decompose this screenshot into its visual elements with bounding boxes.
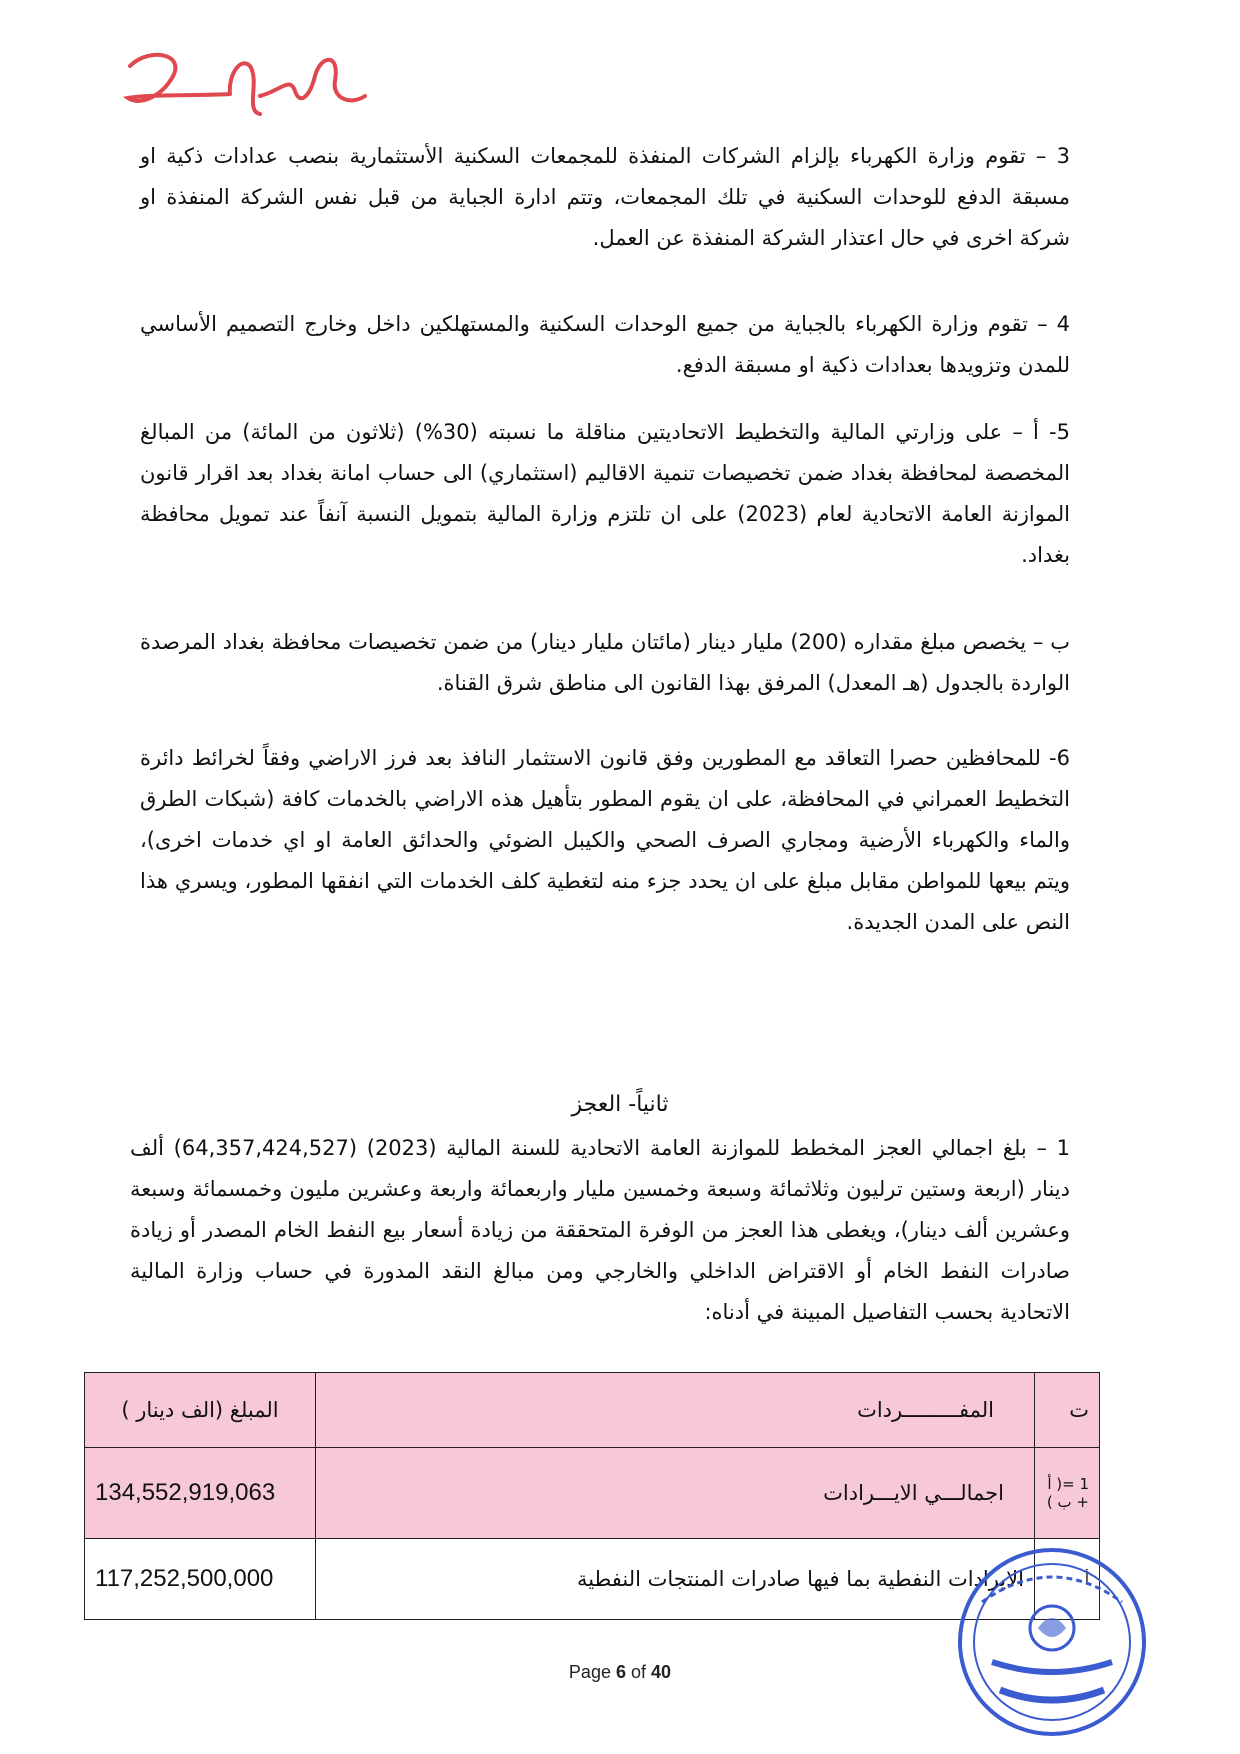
footer-page-label: Page [568, 1662, 611, 1682]
header-seq: ت [1035, 1373, 1100, 1448]
clause-6: 6- للمحافظين حصرا التعاقد مع المطورين وفق قانون الاستثمار النافذ بعد فرز الاراضي وفقاً لخرائط دائرة التخطيط العمراني في المحافظة، على ان يقوم المطور بتأهيل هذه الاراضي بالخدمات كافة (شبكات الطرق والماء والكهرباء الأرضية ومجاري الصرف الصحي والكيبل الضوئي والحدائق العامة او اي خدمات اخرى)، ويتم بيعها للمواطن مقابل مبلغ على ان يحدد جزء منه لتغطية كلف الخدمات التي انفقها المطور، ويسري هذا النص على المدن الجديدة. [140, 746, 1070, 934]
section-heading [0, 1085, 1240, 1125]
handwritten-signature [110, 36, 370, 126]
table-row [85, 1539, 1100, 1620]
row-item: اجمالـــي الايـــرادات [316, 1448, 1035, 1539]
header-item: المفـــــــــردات [316, 1373, 1035, 1448]
revenue-table [84, 1372, 1100, 1620]
footer-total-pages: 40 [651, 1662, 672, 1682]
footer-of-label: of [631, 1662, 647, 1682]
row-item: الايرادات النفطية بما فيها صادرات المنتجات النفطية [316, 1539, 1035, 1620]
footer-current-page: 6 [615, 1662, 626, 1682]
clause-3: 3 – تقوم وزارة الكهرباء بإلزام الشركات المنفذة للمجمعات السكنية الأستثمارية بنصب عدادات ذكية او مسبقة الدفع للوحدات السكنية في تلك المجمعات، وتتم ادارة الجباية من قبل نفس الشركة المنفذة او شركة اخرى في حال اعتذار الشركة المنفذة عن العمل. [140, 144, 1070, 250]
header-amount: المبلغ (الف دينار ) [85, 1373, 316, 1448]
deficit-paragraph: 1 – بلغ اجمالي العجز المخطط للموازنة العامة الاتحادية للسنة المالية (2023) (64,357,424,527) ألف دينار (اربعة وستين ترليون وثلاثمائة وسبعة وخمسين مليار واربعمائة واربعة وعشرين مليون وخمسمائة وسبعة وعشرين ألف دينار)، ويغطى هذا العجز من الوفرة المتحققة من زيادة أسعار بيع النفط الخام المصدر أو زيادة صادرات النفط الخام أو الاقتراض الداخلي والخارجي ومن مبالغ النقد المدورة في حساب وزارة المالية الاتحادية بحسب التفاصيل المبينة في أدناه: [130, 1136, 1071, 1324]
clause-5a: 5- أ – على وزارتي المالية والتخطيط الاتحاديتين مناقلة ما نسبته (30%) (ثلاثون من المائة) من المبالغ المخصصة لمحافظة بغداد ضمن تخصيصات تنمية الاقاليم (استثماري) الى حساب امانة بغداد بعد اقرار قانون الموازنة العامة الاتحادية لعام (2023) على ان تلتزم وزارة المالية بتمويل النسبة آنفاً عند تمويل محافظة بغداد. [140, 420, 1071, 567]
section-heading-text: ثانياً- العجز [571, 1092, 669, 1117]
row-seq: أ [1035, 1539, 1100, 1620]
clause-5b: ب – يخصص مبلغ مقداره (200) مليار دينار (مائتان مليار دينار) من ضمن تخصيصات محافظة بغداد المرصدة الواردة بالجدول (هـ المعدل) المرفق بهذا القانون الى مناطق شرق القناة. [140, 630, 1070, 695]
table-header-row [85, 1373, 1100, 1448]
row-seq: 1 =( أ + ب ) [1035, 1448, 1100, 1539]
official-seal-stamp [952, 1542, 1152, 1742]
row-amount: 117,252,500,000 [85, 1539, 316, 1620]
clause-4: 4 – تقوم وزارة الكهرباء بالجباية من جميع الوحدات السكنية والمستهلكين داخل وخارج التصميم الأساسي للمدن وتزويدها بعدادات ذكية او مسبقة الدفع. [140, 312, 1070, 377]
row-amount: 134,552,919,063 [85, 1448, 316, 1539]
table-row [85, 1448, 1100, 1539]
